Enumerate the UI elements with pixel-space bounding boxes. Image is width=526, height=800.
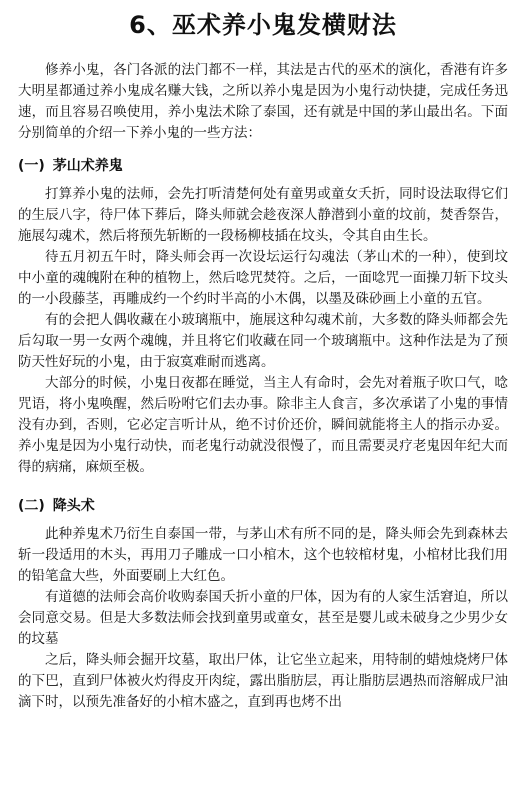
section-heading-jiangtou [18,496,508,516]
section-heading-maoshan [18,156,508,176]
section-number: (一) [18,158,45,174]
body-paragraph: 打算养小鬼的法师，会先打听清楚何处有童男或童女夭折，同时设法取得它们的生辰八字，待尸体下葬后，降头师就会趁夜深人静潜到小童的坟前，焚香祭告，施展勾魂术，然后将预先斩断的一段杨柳枝插在坟头，令其自由生长。 [18,186,508,244]
body-paragraph: 此种养鬼术乃衍生自泰国一带，与茅山术有所不同的是，降头师会先到森林去斩一段适用的木头，再用刀子雕成一口小棺木，这个也较棺材鬼，小棺材比我们用的铅笔盒大些，外面要刷上大红色。 [18,526,508,584]
intro-paragraph: 修养小鬼，各门各派的法门都不一样，其法是古代的巫术的演化，香港有许多大明星都通过养小鬼成名赚大钱，之所以养小鬼是因为小鬼行动快捷，完成任务迅速，而且容易召唤使用，养小鬼法术除了泰国，还有就是中国的茅山最出名。下面分别简单的介绍一下养小鬼的一些方法： [18,62,508,141]
body-paragraph: 之后，降头师会掘开坟墓，取出尸体，让它坐立起来，用特制的蜡烛烧烤尸体的下巴，直到尸体被火灼得皮开肉绽，露出脂肪层，再让脂肪层遇热而溶解成尸油滴下时，以预先准备好的小棺木盛之，直到再也烤不出 [18,652,508,710]
page-title: 6、巫术养小鬼发横财法 [129,11,397,39]
body-paragraph: 有道德的法师会高价收购泰国夭折小童的尸体，因为有的人家生活窘迫，所以会同意交易。但是大多数法师会找到童男或童女，甚至是婴儿或未破身之少男少女的坟墓 [18,589,508,647]
section-number: (二) [18,498,45,514]
body-paragraph: 有的会把人偶收藏在小玻璃瓶中，施展这种勾魂术前，大多数的降头师都会先后勾取一男一女两个魂魄，并且将它们收藏在同一个玻璃瓶中。这种作法是为了预防天性好玩的小鬼，由于寂寞难耐而逃离。 [18,312,508,370]
section-title: 降头术 [52,498,95,514]
section-title: 茅山术养鬼 [52,158,123,174]
body-paragraph: 待五月初五午时，降头师会再一次设坛运行勾魂法（茅山术的一种），使到坟中小童的魂魄附在种的植物上，然后唸咒焚符。之后，一面唸咒一面操刀斩下坟头的一小段藤茎，再雕成约一个约时半高的小木偶，以墨及硃砂画上小童的五官。 [18,249,508,307]
body-paragraph: 大部分的时候，小鬼日夜都在睡觉，当主人有命时，会先对着瓶子吹口气，唸咒语，将小鬼唤醒，然后吩咐它们去办事。除非主人食言，多次承诺了小鬼的事情没有办到，否则，它必定言听计从，绝不讨价还价，瞬间就能将主人的指示办妥。养小鬼是因为小鬼行动快，而老鬼行动就没很慢了，而且需要灵疗老鬼因年纪大而得的病痛，麻烦至极。 [18,375,508,475]
